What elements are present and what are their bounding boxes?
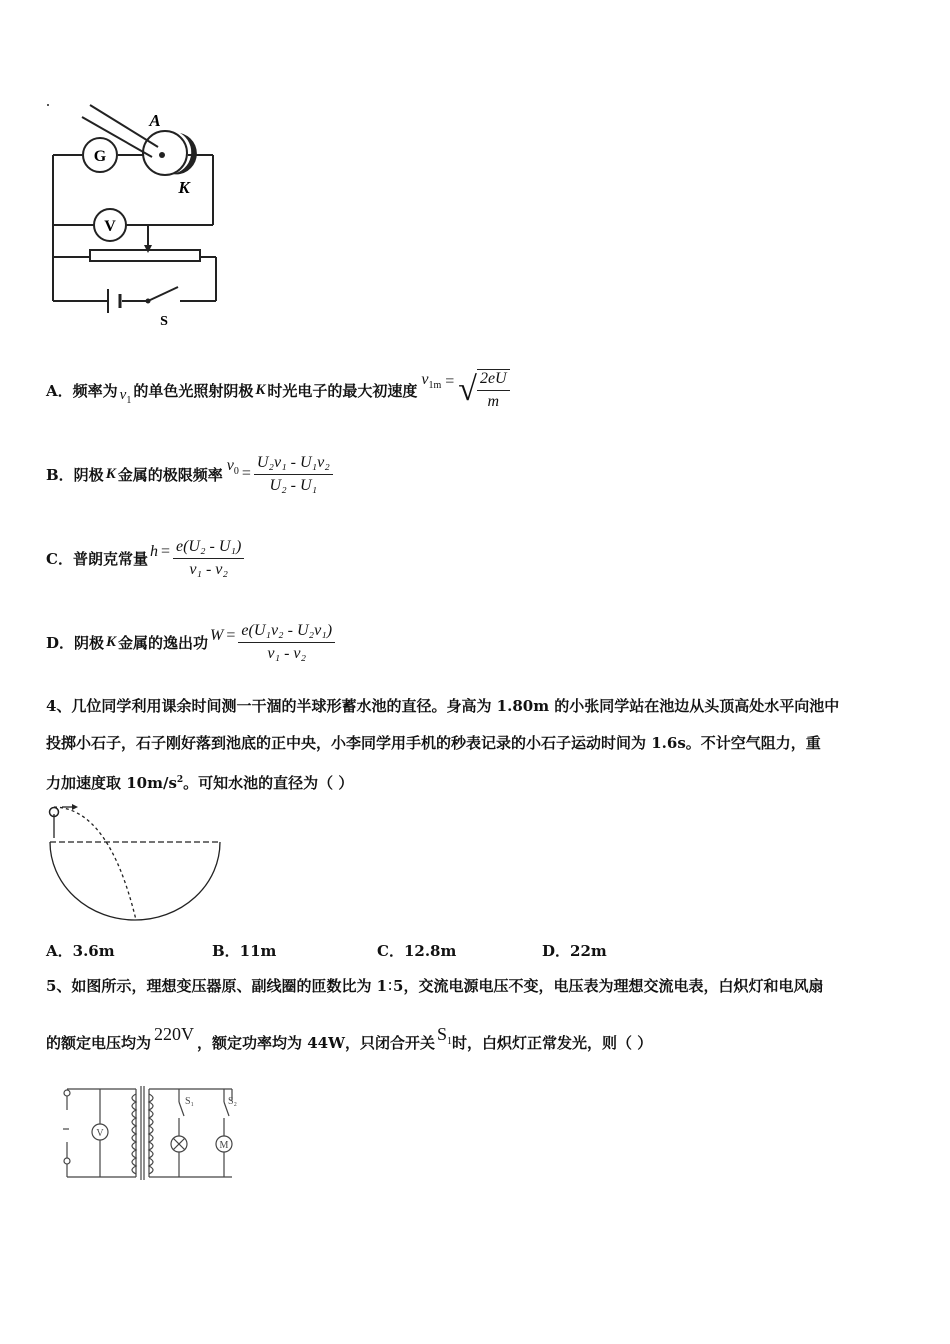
question-5-line-1: 5、如图所示，理想变压器原、副线圈的匝数比为 1∶5，交流电源电压不变，电压表为理想交流电表，白炽灯和电风扇 [46,977,824,995]
option-b-end: 金属的极限频率 [117,465,223,484]
option-d [46,612,335,672]
option-a [46,362,510,418]
question-4-option-d: D．22m [542,942,607,960]
option-a-formula: $v_{1m}$ = √ $\frac{2eU}{m}$ [421,369,509,411]
question-4-option-a: A．3.6m [46,942,115,960]
option-d-k: K [106,633,117,650]
voltmeter-label: V [104,218,116,235]
option-c [46,528,244,588]
option-b [46,444,333,504]
option-d-formula: W = $\frac{\text{e(U₁v₂ - U₂v₁)}}{\text{v₁ - v₂}}$ [210,622,335,663]
galvanometer-label: G [93,148,107,165]
question-4-line-3: 力加速度取 $10m/s^2$。可知水池的直径为（ ） [46,774,354,792]
switch-s1-label: S₁ [185,1096,195,1107]
option-a-symbol: $v_1$ [119,386,132,406]
option-c-formula: h = $\frac{\text{e(U₂ - U₁)}}{\text{v₁ - v₂}}$ [150,538,244,579]
photoelectric-circuit-figure [40,95,240,335]
option-b-label: B．阴极 [46,465,104,484]
switch-s2-label: S₂ [228,1096,238,1107]
question-4-line-1: 4、几位同学利用课余时间测一干涸的半球形蓄水池的直径。身高为 1.80m 的小张同学站在池边从头顶高处水平向池中 [46,697,840,715]
option-a-label: A．频率为 [46,381,118,400]
option-c-label: C．普朗克常量 [46,549,148,568]
option-b-formula: $v_0$ = $\frac{\text{U₂v₁ - U₁v₂}}{\text{U₂ - U₁}}$ [227,454,333,495]
option-b-k: K [105,465,116,482]
rated-voltage: 220V [154,1023,195,1044]
option-d-end: 金属的逸出功 [118,633,209,652]
question-4-text [46,688,906,802]
transformer-voltmeter-label: V [96,1128,104,1139]
option-d-label: D．阴极 [46,633,105,652]
cathode-label: K [178,178,190,197]
switch-label: S [160,314,168,329]
option-a-end: 时光电子的最大初速度 [267,381,418,400]
question-5-line-2: 的额定电压均为 220V ，额定功率均为 44W，只闭合开关 $S_1$ 时，白炽灯正常发光，则（ ） [46,1023,653,1052]
option-a-mid: 的单色光照射阴极 [133,381,254,400]
option-a-k: K [255,381,266,398]
fan-motor-label: M [219,1140,229,1151]
switch-s1-symbol: $S_1$ [436,1023,452,1047]
question-4-option-b: B．11m [212,942,277,960]
anode-label: A [149,111,161,130]
transformer-circuit-figure [58,1080,248,1184]
question-4-option-c: C．12.8m [377,942,457,960]
hemisphere-pool-figure [44,802,230,924]
question-4-line-2: 投掷小石子，石子刚好落到池底的正中央，小李同学用手机的秒表记录的小石子运动时间为 1.6s。不计空气阻力，重 [46,734,821,752]
